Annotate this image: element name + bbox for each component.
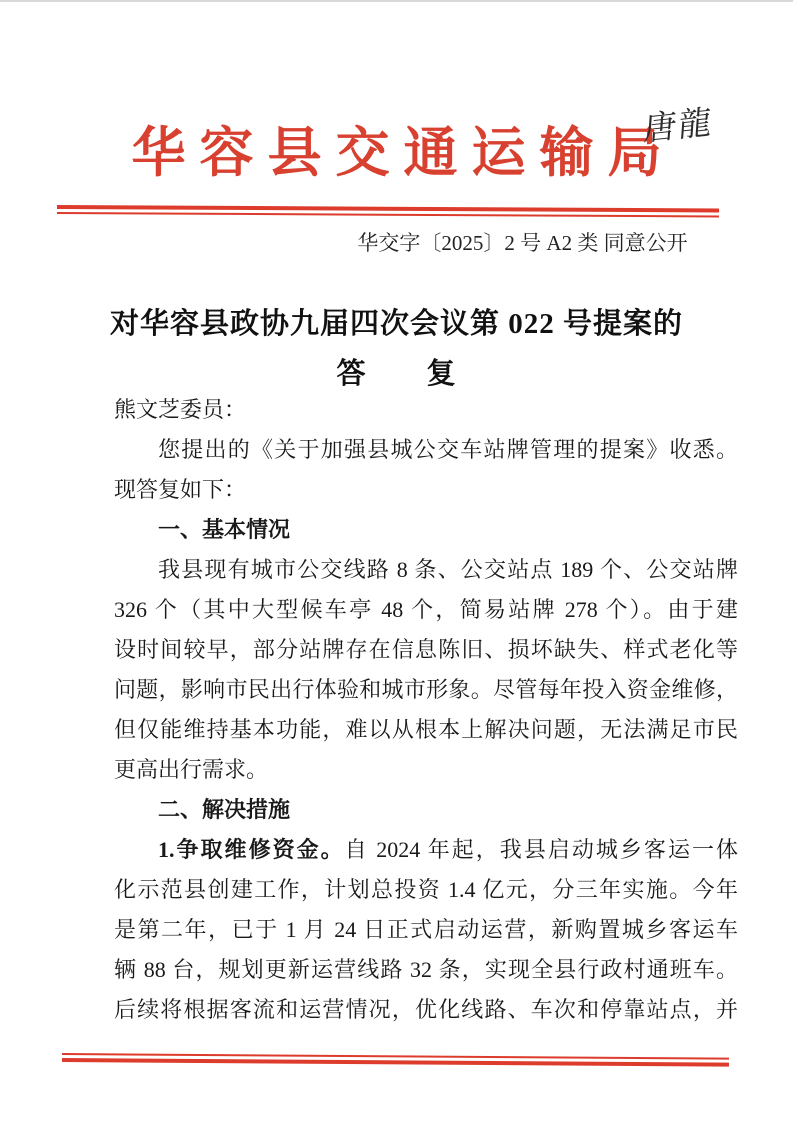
body-line-16: 后续将根据客流和运营情况，优化线路、车次和停靠站点，并 (114, 997, 738, 1022)
title-line-1: 对华容县政协九届四次会议第 022 号提案的 (109, 308, 683, 340)
body-line-10: 更高出行需求。 (114, 757, 269, 782)
body-line-3: 现答复如下： (114, 477, 247, 502)
body-line-15: 辆 88 台，规划更新运营线路 32 条，实现全县行政村通班车。 (114, 957, 738, 982)
title-line-2: 答 复 (336, 358, 457, 390)
body-line-11: 二、解决措施 (158, 797, 291, 822)
bold-run: 1.争取维修资金。 (158, 837, 345, 862)
body-line-12 (114, 830, 738, 870)
body-line-14: 是第二年，已于 1 月 24 日正式启动运营，新购置城乡客运车 (114, 917, 738, 942)
body-line-2: 您提出的《关于加强县城公交车站牌管理的提案》收悉。 (158, 437, 738, 462)
document-number: 华交字〔2025〕2 号 A2 类 同意公开 (357, 231, 688, 255)
footer-divider (62, 1053, 729, 1067)
body-line-9: 但仅能维持基本功能，难以从根本上解决问题，无法满足市民 (114, 717, 738, 742)
body-line-8: 问题，影响市民出行体验和城市形象。尽管每年投入资金维修， (114, 677, 738, 702)
letterhead-title: 华容县交通运输局 (131, 123, 676, 183)
scan-edge-line (0, 0, 793, 2)
body-line-1: 熊文芝委员： (114, 397, 247, 422)
body-line-6: 326 个（其中大型候车亭 48 个，简易站牌 278 个）。由于建 (114, 597, 738, 622)
body-line-7: 设时间较早，部分站牌存在信息陈旧、损坏缺失、样式老化等 (114, 637, 738, 662)
body-line-5: 我县现有城市公交线路 8 条、公交站点 189 个、公交站牌 (158, 557, 738, 582)
signature-handwriting: 唐龍 (642, 104, 715, 149)
header-divider (57, 205, 719, 217)
body-line-13: 化示范县创建工作，计划总投资 1.4 亿元，分三年实施。今年 (114, 877, 738, 902)
document-body (114, 390, 738, 1030)
body-line-4: 一、基本情况 (158, 517, 291, 542)
body-line-12-text: 自 2024 年起，我县启动城乡客运一体 (344, 837, 738, 862)
document-title (0, 299, 793, 399)
